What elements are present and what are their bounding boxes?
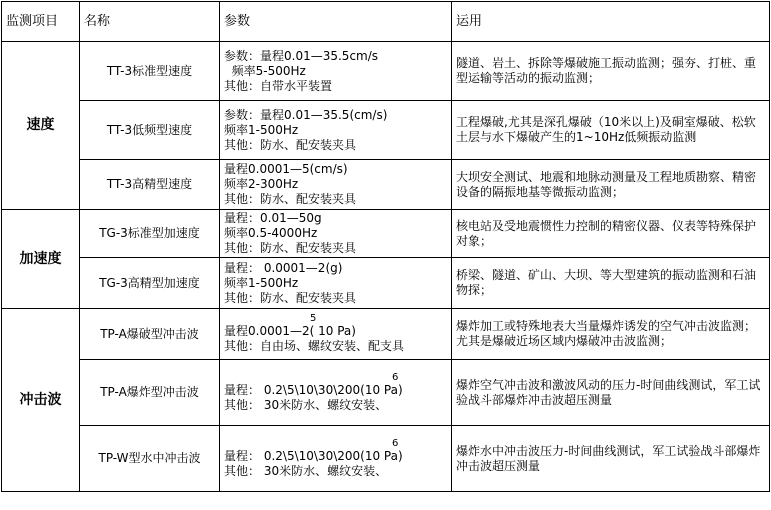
- header-application: 运用: [452, 2, 770, 42]
- table-row: [2, 360, 770, 426]
- param-line: 频率0.5-4000Hz: [224, 226, 318, 240]
- product-usage: 工程爆破,尤其是深孔爆破（10米以上)及硐室爆破、松软土层与水下爆破产生的1~10Hz低频振动监测: [452, 101, 770, 160]
- param-line: 其他： 30米防水、螺纹安装、: [224, 397, 388, 412]
- table-row: [2, 258, 770, 309]
- category-acceleration: 加速度: [2, 210, 80, 309]
- param-line: 频率2-300Hz: [224, 177, 299, 191]
- table-row: [2, 309, 770, 360]
- param-line: 量程： 0.2\5\10\30\200(10 Pa): [224, 448, 403, 463]
- product-params: [220, 42, 452, 101]
- param-line: 频率1-500Hz: [224, 122, 299, 137]
- header-parameters: 参数: [220, 2, 452, 42]
- header-monitoring-item: 监测项目: [2, 2, 80, 42]
- param-line: 量程： 0.0001—2(g): [224, 260, 343, 275]
- param-line: 其他：防水、配安装夹具: [224, 290, 357, 305]
- param-exponent: 6: [392, 371, 399, 383]
- product-name: TP-A爆破型冲击波: [80, 309, 220, 360]
- product-params: [220, 309, 452, 360]
- product-usage: 爆炸加工或特殊地表大当量爆炸诱发的空气冲击波监测；尤其是爆破近场区域内爆破冲击波监测；: [452, 309, 770, 360]
- product-usage: 桥梁、隧道、矿山、大坝、等大型建筑的振动监测和石油物探；: [452, 258, 770, 309]
- category-shock-wave: 冲击波: [2, 309, 80, 492]
- product-params: [220, 210, 452, 258]
- product-params: [220, 160, 452, 210]
- product-params: [220, 360, 452, 426]
- product-usage: 隧道、岩土、拆除等爆破施工振动监测；强夯、打桩、重型运输等活动的振动监测；: [452, 42, 770, 101]
- param-line: 量程0.0001—2( 10 Pa): [224, 324, 356, 338]
- param-exponent: 5: [310, 313, 317, 324]
- sensor-spec-table: [1, 1, 770, 492]
- param-line: 其他： 30米防水、螺纹安装、: [224, 463, 388, 478]
- table-row: [2, 42, 770, 101]
- param-line: 参数：量程0.01—35.5(cm/s): [224, 107, 388, 122]
- param-line: 其他：自由场、螺纹安装、配支具: [224, 339, 405, 353]
- param-line: 其他：防水、配安装夹具: [224, 192, 357, 206]
- product-name: TP-W型水中冲击波: [80, 426, 220, 492]
- product-name: TT-3标准型速度: [80, 42, 220, 101]
- param-line: 其他：自带水平装置: [224, 78, 333, 93]
- product-name: TG-3标准型加速度: [80, 210, 220, 258]
- product-usage: 爆炸水中冲击波压力-时间曲线测试，军工试验战斗部爆炸冲击波超压测量: [452, 426, 770, 492]
- product-params: [220, 101, 452, 160]
- param-line: 量程：0.01—50g: [224, 211, 322, 225]
- product-name: TT-3高精型速度: [80, 160, 220, 210]
- product-name: TG-3高精型加速度: [80, 258, 220, 309]
- param-line: 其他：防水、配安装夹具: [224, 137, 357, 152]
- product-name: TT-3低频型速度: [80, 101, 220, 160]
- product-usage: 大坝安全测试、地震和地脉动测量及工程地质勘察、精密设备的隔振地基等微振动监测；: [452, 160, 770, 210]
- param-line: 量程0.0001—5(cm/s): [224, 162, 348, 176]
- table-row: [2, 210, 770, 258]
- header-name: 名称: [80, 2, 220, 42]
- param-line: 频率5-500Hz: [224, 63, 306, 78]
- product-params: [220, 258, 452, 309]
- product-name: TP-A爆炸型冲击波: [80, 360, 220, 426]
- product-usage: 核电站及受地震惯性力控制的精密仪器、仪表等特殊保护对象；: [452, 210, 770, 258]
- param-exponent: 6: [392, 437, 399, 449]
- param-line: 频率1-500Hz: [224, 275, 299, 290]
- table-row: [2, 426, 770, 492]
- table-row: [2, 160, 770, 210]
- category-velocity: 速度: [2, 42, 80, 210]
- param-line: 其他：防水、配安装夹具: [224, 241, 357, 255]
- table-row: [2, 101, 770, 160]
- param-line: 参数：量程0.01—35.5cm/s: [224, 48, 379, 63]
- param-line: 量程： 0.2\5\10\30\200(10 Pa): [224, 382, 403, 397]
- header-row: [2, 2, 770, 42]
- product-params: [220, 426, 452, 492]
- product-usage: 爆炸空气冲击波和激波风动的压力-时间曲线测试，军工试验战斗部爆炸冲击波超压测量: [452, 360, 770, 426]
